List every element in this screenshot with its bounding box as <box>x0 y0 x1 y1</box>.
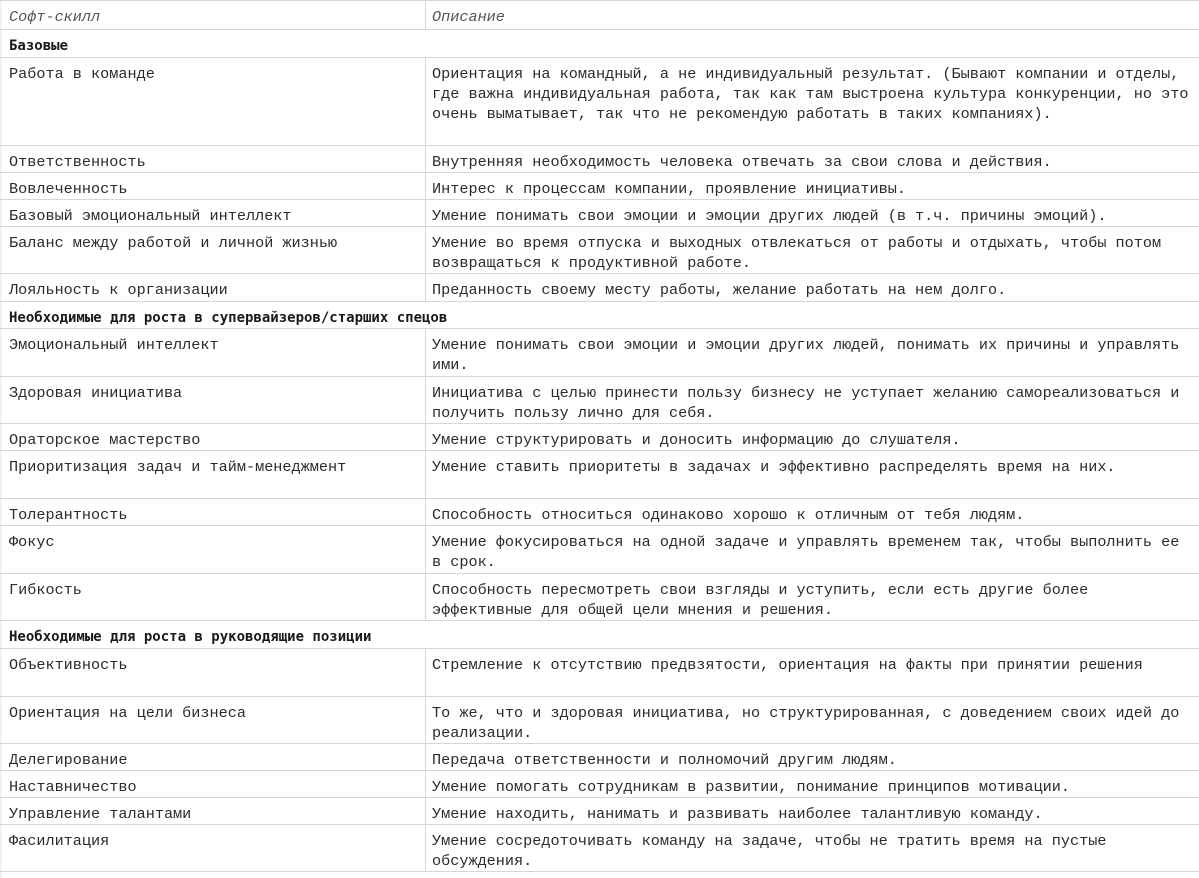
table-row <box>0 825 1199 872</box>
skill-cell[interactable]: Толерантность <box>0 499 426 525</box>
skill-cell[interactable]: Здоровая инициатива <box>0 377 426 423</box>
header-description[interactable]: Описание <box>432 8 505 26</box>
table-row <box>0 499 1199 526</box>
header-skill[interactable]: Софт-скилл <box>0 1 426 29</box>
description-cell[interactable]: Преданность своему месту работы, желание работать на нем долго. <box>432 281 1007 299</box>
table-row <box>0 649 1199 697</box>
description-cell[interactable]: Умение помогать сотрудникам в развитии, понимание принципов мотивации. <box>432 778 1070 796</box>
table-row <box>0 377 1199 424</box>
description-cell[interactable]: Умение во время отпуска и выходных отвлекаться от работы и отдыхать, чтобы потом возвращаться к продуктивной работе. <box>432 234 1162 272</box>
section-header-leadership <box>0 621 1199 649</box>
skill-cell[interactable]: Ответственность <box>0 146 426 172</box>
description-cell[interactable]: Умение фокусироваться на одной задаче и управлять временем так, чтобы выполнить ее в срок. <box>432 533 1180 571</box>
skill-cell[interactable]: Управление талантами <box>0 798 426 824</box>
table-row <box>0 146 1199 173</box>
description-cell[interactable]: Инициатива с целью принести пользу бизнесу не уступает желанию самореализоваться и получить пользу лично для себя. <box>432 384 1180 422</box>
skill-cell[interactable]: Ораторское мастерство <box>0 424 426 450</box>
skill-cell[interactable]: Гибкость <box>0 574 426 620</box>
table-row <box>0 451 1199 499</box>
section-title[interactable]: Базовые <box>9 38 69 54</box>
section-header-basic <box>0 30 1199 58</box>
skill-cell[interactable]: Вовлеченность <box>0 173 426 199</box>
skill-cell[interactable]: Ориентация на цели бизнеса <box>0 697 426 743</box>
description-cell[interactable]: Умение находить, нанимать и развивать наиболее талантливую команду. <box>432 805 1043 823</box>
skill-cell[interactable]: Баланс между работой и личной жизнью <box>0 227 426 273</box>
table-row <box>0 798 1199 825</box>
description-cell[interactable]: Внутренняя необходимость человека отвечать за свои слова и действия. <box>432 153 1052 171</box>
table-row <box>0 58 1199 146</box>
description-cell[interactable]: Стремление к отсутствию предвзятости, ориентация на факты при принятии решения <box>432 656 1143 674</box>
section-title[interactable]: Необходимые для роста в супервайзеров/старших спецов <box>9 310 448 326</box>
description-cell[interactable]: Умение сосредоточивать команду на задаче, чтобы не тратить время на пустые обсуждения. <box>432 832 1107 870</box>
description-cell[interactable]: Способность относиться одинаково хорошо к отличным от тебя людям. <box>432 506 1025 524</box>
skill-cell[interactable]: Делегирование <box>0 744 426 770</box>
table-header-row <box>0 1 1199 30</box>
table-row <box>0 424 1199 451</box>
table-row <box>0 173 1199 200</box>
section-title[interactable]: Необходимые для роста в руководящие позиции <box>9 629 372 645</box>
table-row <box>0 697 1199 744</box>
skill-cell[interactable]: Фасилитация <box>0 825 426 871</box>
table-row <box>0 200 1199 227</box>
table-row <box>0 771 1199 798</box>
skill-cell[interactable]: Работа в команде <box>0 58 426 145</box>
skill-cell[interactable]: Лояльность к организации <box>0 274 426 301</box>
description-cell[interactable]: Передача ответственности и полномочий другим людям. <box>432 751 897 769</box>
skill-cell[interactable]: Наставничество <box>0 771 426 797</box>
description-cell[interactable]: Умение понимать свои эмоции и эмоции других людей, понимать их причины и управлять ими. <box>432 336 1180 374</box>
skill-cell[interactable]: Эмоциональный интеллект <box>0 329 426 376</box>
description-cell[interactable]: Интерес к процессам компании, проявление инициативы. <box>432 180 906 198</box>
table-row <box>0 526 1199 574</box>
description-cell[interactable]: Умение структурировать и доносить информацию до слушателя. <box>432 431 961 449</box>
table-row <box>0 574 1199 621</box>
skill-cell[interactable]: Базовый эмоциональный интеллект <box>0 200 426 226</box>
skill-cell[interactable]: Приоритизация задач и тайм-менеджмент <box>0 451 426 498</box>
table-row <box>0 274 1199 302</box>
table-row <box>0 744 1199 771</box>
skill-cell[interactable]: Фокус <box>0 526 426 573</box>
skill-cell[interactable]: Объективность <box>0 649 426 696</box>
description-cell[interactable]: Умение ставить приоритеты в задачах и эффективно распределять время на них. <box>432 458 1116 476</box>
table-row <box>0 227 1199 274</box>
description-cell[interactable]: Умение понимать свои эмоции и эмоции других людей (в т.ч. причины эмоций). <box>432 207 1107 225</box>
section-header-supervisors <box>0 302 1199 329</box>
description-cell[interactable]: Ориентация на командный, а не индивидуальный результат. (Бывают компании и отделы, где важна индивидуальная работа, так как там выстроена культура конкуренции, но это очень выматывает, так что не рекомендую работать в таких компаниях). <box>432 65 1189 123</box>
description-cell[interactable]: Способность пересмотреть свои взгляды и уступить, если есть другие более эффективные для общей цели мнения и решения. <box>432 581 1089 619</box>
description-cell[interactable]: То же, что и здоровая инициатива, но структурированная, с доведением своих идей до реализации. <box>432 704 1180 742</box>
table-row <box>0 329 1199 377</box>
